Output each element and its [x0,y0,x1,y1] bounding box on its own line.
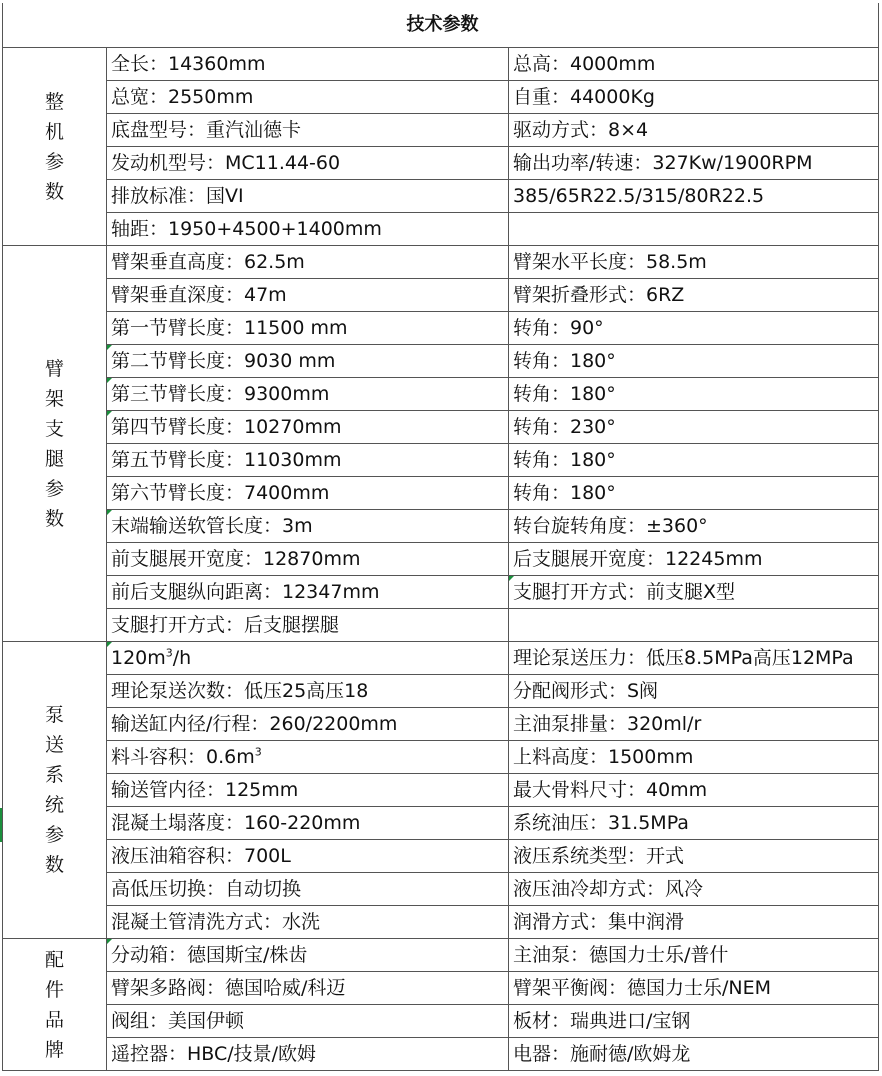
param-cell-right: 上料高度：1500mm [509,741,879,774]
table-title: 技术参数 [3,3,879,48]
table-row [3,774,879,807]
param-cell-right: 润滑方式：集中润滑 [509,906,879,939]
table-row [3,708,879,741]
table-row [3,1038,879,1071]
table-row [3,477,879,510]
param-cell-right: 臂架平衡阀：德国力士乐/NEM [509,972,879,1005]
param-cell-left: 阀组：美国伊顿 [107,1005,509,1038]
param-cell-left: 末端输送软管长度：3m [107,510,509,543]
param-cell-right: 自重：44000Kg [509,81,879,114]
cell-marker [107,345,112,350]
cell-marker [107,642,112,647]
param-cell-right: 驱动方式：8×4 [509,114,879,147]
table-row [3,279,879,312]
section-label [3,246,107,642]
param-cell-right: 系统油压：31.5MPa [509,807,879,840]
title-row [3,3,879,48]
table-row [3,543,879,576]
param-cell-right: 385/65R22.5/315/80R22.5 [509,180,879,213]
cell-marker [107,411,112,416]
table-row [3,1005,879,1038]
param-cell-right: 板材：瑞典进口/宝钢 [509,1005,879,1038]
param-cell-left: 理论泵送次数：低压25高压18 [107,675,509,708]
param-cell-right: 液压系统类型：开式 [509,840,879,873]
param-cell-left: 底盘型号：重汽汕德卡 [107,114,509,147]
param-cell-right: 总高：4000mm [509,48,879,81]
table-row [3,939,879,972]
cell-marker [107,510,112,515]
param-cell-left: 第二节臂长度：9030 mm [107,345,509,378]
param-cell-left: 总宽：2550mm [107,81,509,114]
param-cell-right [509,609,879,642]
param-cell-right: 转角：90° [509,312,879,345]
param-cell-left: 分动箱：德国斯宝/株齿 [107,939,509,972]
section-label [3,642,107,939]
param-cell-left: 支腿打开方式：后支腿摆腿 [107,609,509,642]
param-cell-right: 转台旋转角度：±360° [509,510,879,543]
table-row [3,378,879,411]
param-cell-left: 混凝土管清洗方式：水洗 [107,906,509,939]
param-cell-right [509,213,879,246]
section-label-text: 配件品牌 [44,948,64,1061]
section-label-text: 臂架支腿参数 [44,357,64,530]
table-row [3,81,879,114]
table-row [3,444,879,477]
param-cell-left: 臂架垂直深度：47m [107,279,509,312]
param-cell-right: 输出功率/转速：327Kw/1900RPM [509,147,879,180]
table-row [3,642,879,675]
table-row [3,180,879,213]
param-cell-right: 转角：230° [509,411,879,444]
cell-marker [107,378,112,383]
cell-marker [509,576,514,581]
param-cell-right: 电器：施耐德/欧姆龙 [509,1038,879,1071]
param-cell-left: 输送缸内径/行程：260/2200mm [107,708,509,741]
param-cell-right: 转角：180° [509,444,879,477]
table-row [3,972,879,1005]
param-cell-left: 料斗容积：$0.6m^3$ [107,741,509,774]
table-row [3,609,879,642]
param-cell-left: 臂架多路阀：德国哈威/科迈 [107,972,509,1005]
param-cell-right: 后支腿展开宽度：12245mm [509,543,879,576]
table-row [3,807,879,840]
param-cell-left: 高低压切换：自动切换 [107,873,509,906]
table-row [3,213,879,246]
param-cell-right: 理论泵送压力：低压8.5MPa高压12MPa [509,642,879,675]
section-label [3,48,107,246]
table-row [3,873,879,906]
table-row [3,345,879,378]
param-cell-left: 遥控器：HBC/技景/欧姆 [107,1038,509,1071]
param-cell-left: 输送管内径：125mm [107,774,509,807]
param-cell-left: 臂架垂直高度：62.5m [107,246,509,279]
table-row [3,114,879,147]
param-cell-left: 第五节臂长度：11030mm [107,444,509,477]
param-cell-left: 前后支腿纵向距离：12347mm [107,576,509,609]
param-cell-right: 分配阀形式：S阀 [509,675,879,708]
table-row [3,147,879,180]
section-label [3,939,107,1071]
param-cell-right: 转角：180° [509,345,879,378]
param-cell-right: 液压油冷却方式：风冷 [509,873,879,906]
table-row [3,741,879,774]
param-cell-right: 臂架折叠形式：6RZ [509,279,879,312]
table-row [3,675,879,708]
table-row [3,312,879,345]
param-cell-left: 发动机型号：MC11.44-60 [107,147,509,180]
param-cell-left: 第四节臂长度：10270mm [107,411,509,444]
param-cell-right: 臂架水平长度：58.5m [509,246,879,279]
param-cell-right: 支腿打开方式：前支腿X型 [509,576,879,609]
section-label-text: 整机参数 [44,90,64,203]
table-row [3,246,879,279]
param-cell-right: 主油泵：德国力士乐/普什 [509,939,879,972]
table-row [3,906,879,939]
table-row [3,48,879,81]
param-cell-right: 主油泵排量：320ml/r [509,708,879,741]
param-cell-left: $120m^3/h$ [107,642,509,675]
table-row [3,576,879,609]
param-cell-right: 转角：180° [509,477,879,510]
param-cell-left: 前支腿展开宽度：12870mm [107,543,509,576]
spec-table [2,3,879,1071]
param-cell-right: 最大骨料尺寸：40mm [509,774,879,807]
param-cell-left: 全长：14360mm [107,48,509,81]
section-label-text: 泵送系统参数 [44,704,64,876]
param-cell-left: 液压油箱容积：700L [107,840,509,873]
param-cell-right: 转角：180° [509,378,879,411]
param-cell-left: 轴距：1950+4500+1400mm [107,213,509,246]
table-row [3,411,879,444]
table-row [3,510,879,543]
param-cell-left: 第一节臂长度：11500 mm [107,312,509,345]
param-cell-left: 第六节臂长度：7400mm [107,477,509,510]
param-cell-left: 第三节臂长度：9300mm [107,378,509,411]
cell-marker [107,939,112,944]
param-cell-left: 混凝土塌落度：160-220mm [107,807,509,840]
param-cell-left: 排放标准：国VI [107,180,509,213]
table-row [3,840,879,873]
